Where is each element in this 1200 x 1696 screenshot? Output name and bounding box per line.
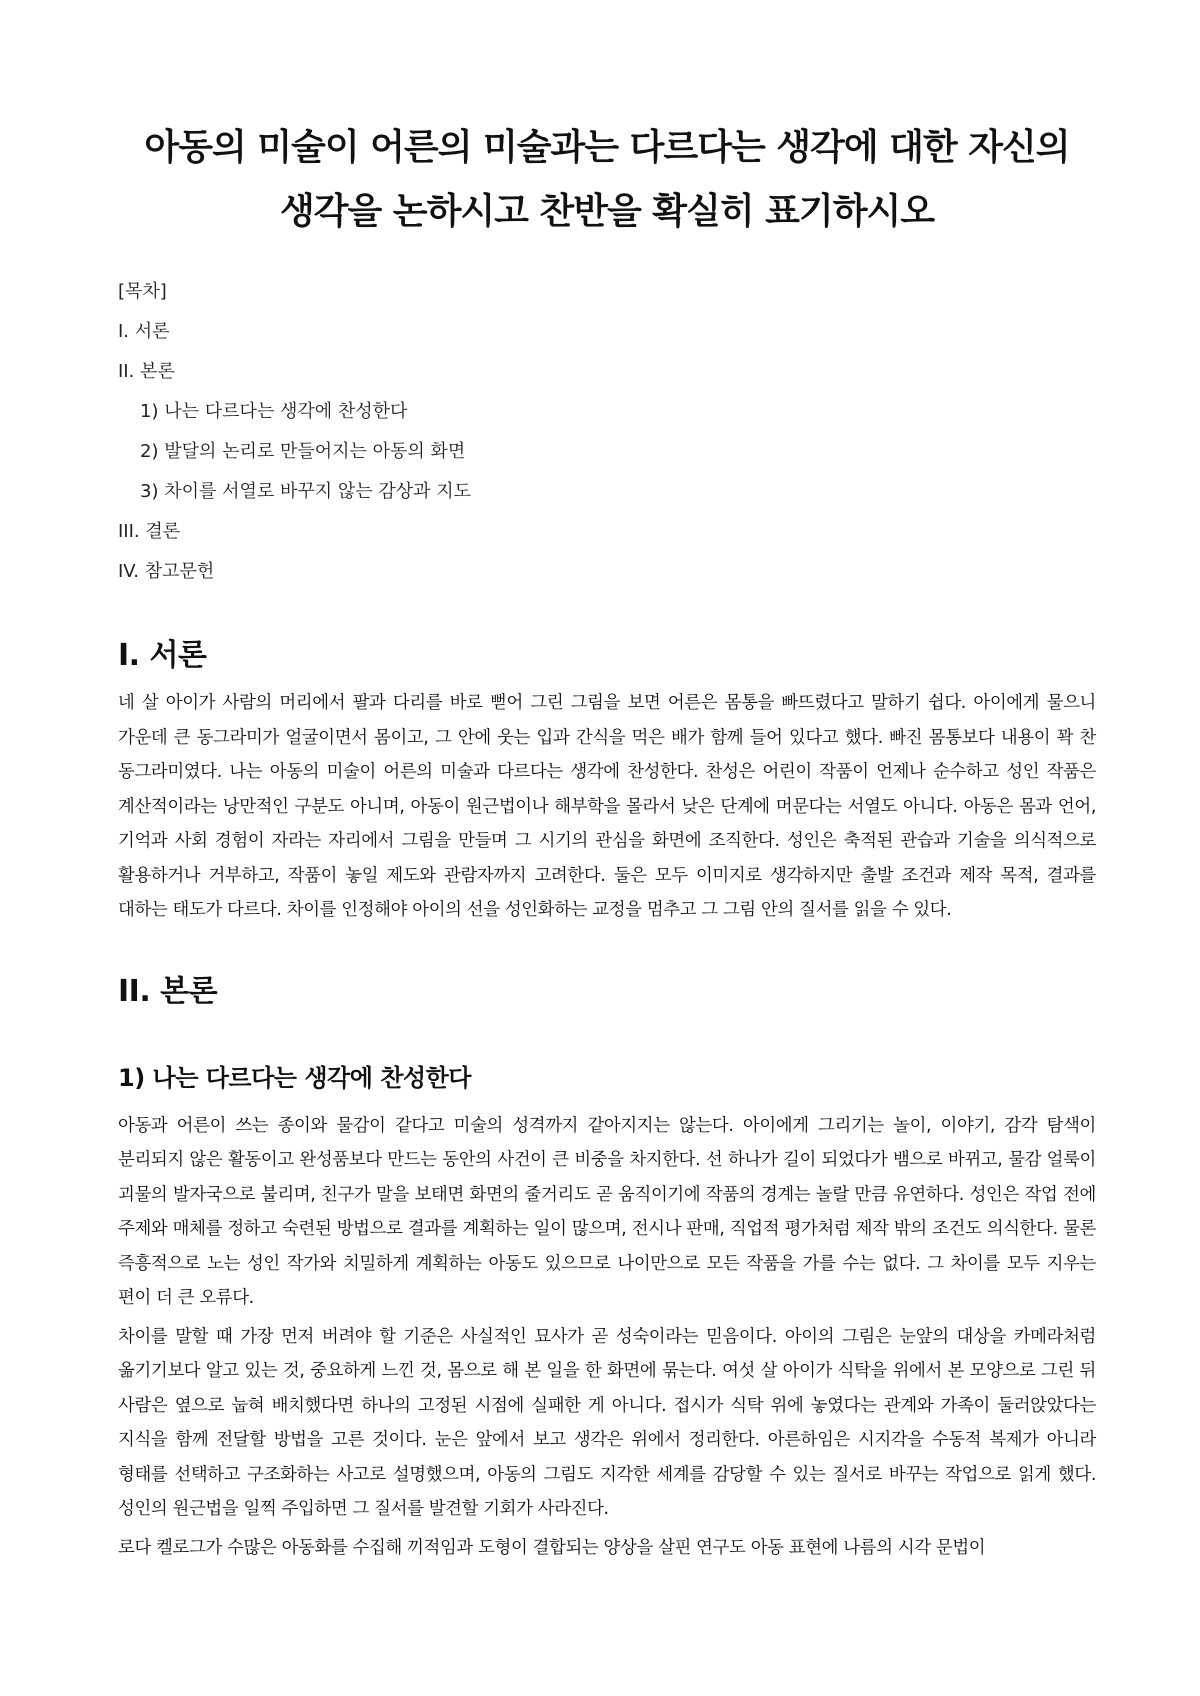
toc-item-body-3: 3) 차이를 서열로 바꾸지 않는 감상과 지도: [140, 481, 472, 502]
body-paragraph-2: 차이를 말할 때 가장 먼저 버려야 할 기준은 사실적인 묘사가 곧 성숙이라는 믿음이다. 아이의 그림은 눈앞의 대상을 카메라처럼 옮기기보다 알고 있는 것, 중요하게 느낀 것, 몸으로 해 본 일을 한 화면에 묶는다. 여섯 살 아이가 식탁을 위에서 본 모양으로 그린 뒤 사람은 옆으로 눕혀 배치했다면 하나의 고정된 시점에 실패한 게 아니다. 접시가 식탁 위에 놓였다는 관계와 가족이 둘러앉았다는 지식을 함께 전달할 방법을 고른 것이다. 눈은 앞에서 보고 생각은 위에서 정리한다. 아른하임은 시지각을 수동적 복제가 아니라 형태를 선택하고 구조화하는 사고로 설명했으며, 아동의 그림도 지각한 세계를 감당할 수 있는 질서로 바꾸는 작업으로 읽게 했다. 성인의 원근법을 일찍 주입하면 그 질서를 발견할 기회가 사라진다.: [118, 1326, 1096, 1519]
toc-item-conclusion: III. 결론: [118, 521, 181, 542]
toc-item-body-2: 2) 발달의 논리로 만들어지는 아동의 화면: [140, 441, 466, 462]
section-heading-introduction: I. 서론: [118, 638, 207, 673]
subsection-heading-1: 1) 나는 다르다는 생각에 찬성한다: [118, 1063, 471, 1092]
document-title-line-1: 아동의 미술이 어른의 미술과는 다르다는 생각에 대한 자신의: [144, 127, 1070, 168]
document-title: [118, 116, 1096, 244]
toc-item-references: IV. 참고문헌: [118, 561, 215, 582]
body-paragraph-3: 로다 켈로그가 수많은 아동화를 수집해 끼적임과 도형이 결합되는 양상을 살핀 연구도 아동 표현에 나름의 시각 문법이: [118, 1537, 986, 1558]
introduction-paragraph: 네 살 아이가 사람의 머리에서 팔과 다리를 바로 뻗어 그린 그림을 보면 어른은 몸통을 빠뜨렸다고 말하기 쉽다. 아이에게 물으니 가운데 큰 동그라미가 얼굴이면서 몸이고, 그 안에 웃는 입과 간식을 먹은 배가 함께 들어 있다고 했다. 빠진 몸통보다 내용이 꽉 찬 동그라미였다. 나는 아동의 미술이 어른의 미술과 다르다는 생각에 찬성한다. 찬성은 어린이 작품이 언제나 순수하고 성인 작품은 계산적이라는 낭만적인 구분도 아니며, 아동이 원근법이나 해부학을 몰라서 낮은 단계에 머문다는 서열도 아니다. 아동은 몸과 언어, 기억과 사회 경험이 자라는 자리에서 그림을 만들며 그 시기의 관심을 화면에 조직한다. 성인은 축적된 관습과 기술을 의식적으로 활용하거나 거부하고, 작품이 놓일 제도와 관람자까지 고려한다. 둘은 모두 이미지로 생각하지만 출발 조건과 제작 목적, 결과를 대하는 태도가 다르다. 차이를 인정해야 아이의 선을 성인화하는 교정을 멈추고 그 그림 안의 질서를 읽을 수 있다.: [118, 693, 1096, 920]
document-title-line-2: 생각을 논하시고 찬반을 확실히 표기하시오: [279, 191, 935, 232]
toc-item-body-1: 1) 나는 다르다는 생각에 찬성한다: [140, 401, 408, 422]
table-of-contents: [118, 272, 1096, 592]
section-heading-body: II. 본론: [118, 973, 218, 1009]
body-paragraph-1: 아동과 어른이 쓰는 종이와 물감이 같다고 미술의 성격까지 같아지지는 않는다. 아이에게 그리기는 놀이, 이야기, 감각 탐색이 분리되지 않은 활동이고 완성품보다 만드는 동안의 사건이 큰 비중을 차지한다. 선 하나가 길이 되었다가 뱀으로 바뀌고, 물감 얼룩이 괴물의 발자국으로 불리며, 친구가 말을 보태면 화면의 줄거리도 곧 움직이기에 작품의 경계는 놀랄 만큼 유연하다. 성인은 작업 전에 주제와 매체를 정하고 숙련된 방법으로 결과를 계획하는 일이 많으며, 전시나 판매, 직업적 평가처럼 제작 밖의 조건도 의식한다. 물론 즉흥적으로 노는 성인 작가와 치밀하게 계획하는 아동도 있으므로 나이만으로 모든 작품을 가를 수는 없다. 그 차이를 모두 지우는 편이 더 큰 오류다.: [118, 1115, 1096, 1308]
toc-item-introduction: I. 서론: [118, 321, 170, 342]
toc-label: [목차]: [118, 281, 167, 302]
toc-item-body: II. 본론: [118, 361, 175, 382]
